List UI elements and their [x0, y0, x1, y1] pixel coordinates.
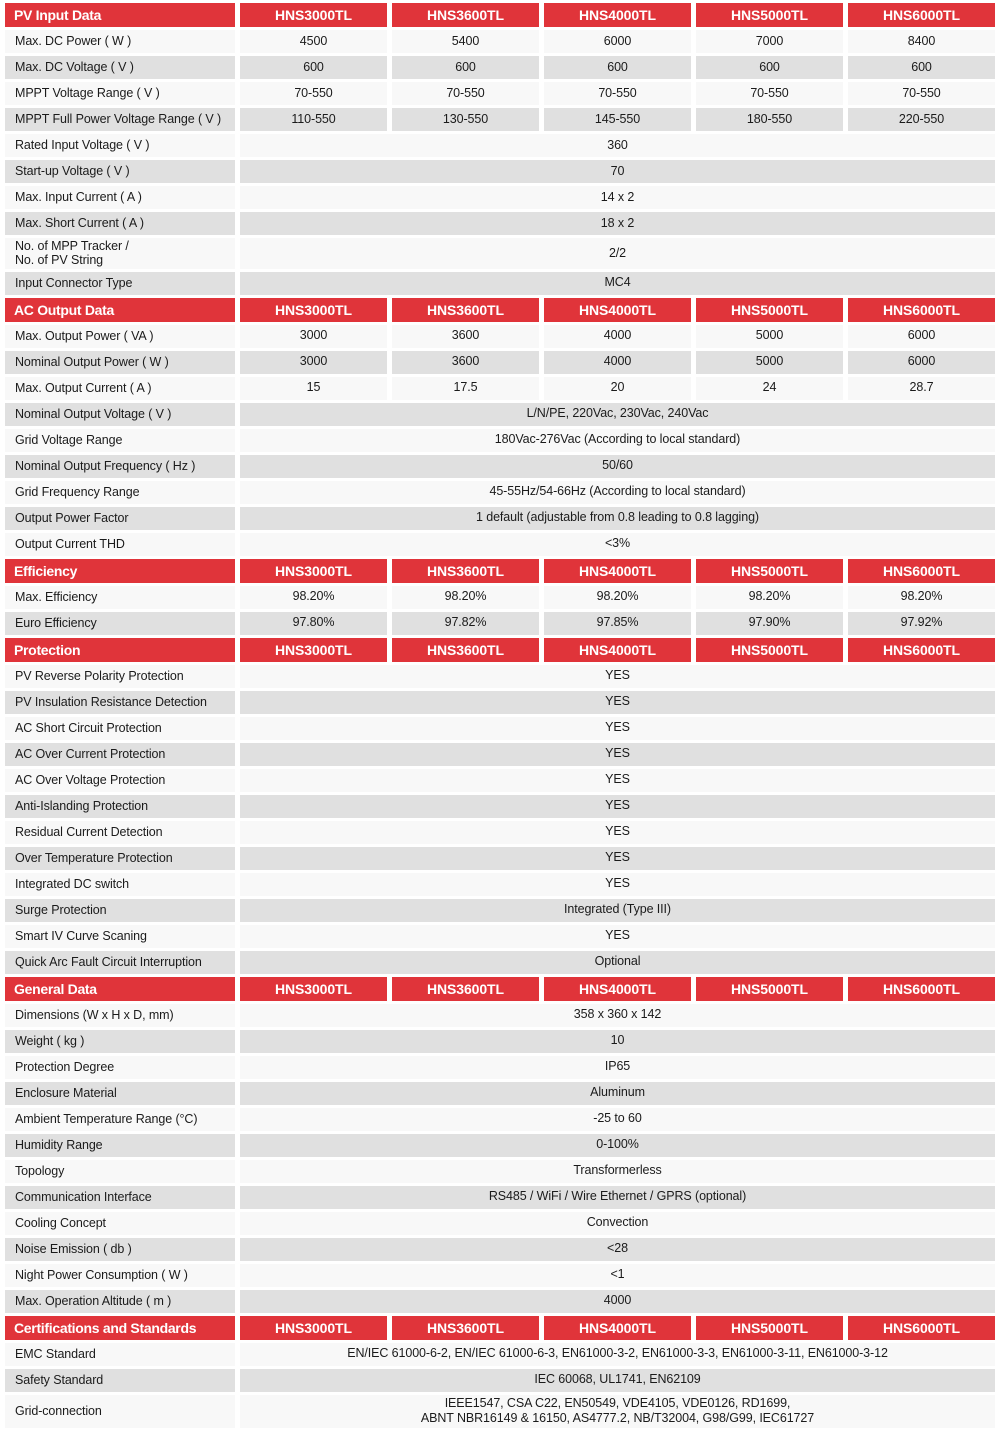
model-column-header: HNS5000TL	[696, 3, 843, 27]
model-column-header: HNS4000TL	[544, 3, 691, 27]
section-title: Protection	[5, 638, 235, 662]
spec-row	[5, 30, 995, 53]
spec-label: Max. DC Voltage ( V )	[5, 56, 235, 79]
spec-value: 24	[696, 377, 843, 400]
spec-value-span: 360	[240, 134, 995, 157]
spec-row	[5, 847, 995, 870]
spec-row	[5, 1004, 995, 1027]
spec-label: Max. Output Current ( A )	[5, 377, 235, 400]
spec-row	[5, 1082, 995, 1105]
spec-label: AC Over Current Protection	[5, 743, 235, 766]
spec-value: 3600	[392, 325, 539, 348]
spec-value: 4000	[544, 351, 691, 374]
spec-value-span: YES	[240, 795, 995, 818]
spec-label: Anti-Islanding Protection	[5, 795, 235, 818]
spec-value: 110-550	[240, 108, 387, 131]
spec-value-span: 2/2	[240, 238, 995, 269]
spec-value-span: -25 to 60	[240, 1108, 995, 1131]
spec-value: 600	[240, 56, 387, 79]
spec-label: Nominal Output Voltage ( V )	[5, 403, 235, 426]
model-column-header: HNS3000TL	[240, 559, 387, 583]
model-column-header: HNS6000TL	[848, 638, 995, 662]
spec-value-span: 14 x 2	[240, 186, 995, 209]
spec-value-span: YES	[240, 821, 995, 844]
spec-value: 70-550	[240, 82, 387, 105]
spec-value: 5000	[696, 351, 843, 374]
spec-row	[5, 1212, 995, 1235]
section-header-row	[5, 3, 995, 27]
spec-value: 98.20%	[696, 586, 843, 609]
spec-row	[5, 795, 995, 818]
spec-value: 600	[392, 56, 539, 79]
spec-row	[5, 1369, 995, 1392]
spec-label: MPPT Voltage Range ( V )	[5, 82, 235, 105]
spec-value: 180-550	[696, 108, 843, 131]
model-column-header: HNS3600TL	[392, 977, 539, 1001]
model-column-header: HNS3000TL	[240, 3, 387, 27]
spec-label: Grid Voltage Range	[5, 429, 235, 452]
spec-row	[5, 1238, 995, 1261]
spec-label: Max. DC Power ( W )	[5, 30, 235, 53]
spec-value-span: YES	[240, 847, 995, 870]
spec-label: Topology	[5, 1160, 235, 1183]
model-column-header: HNS3000TL	[240, 977, 387, 1001]
spec-label: PV Insulation Resistance Detection	[5, 691, 235, 714]
spec-value: 28.7	[848, 377, 995, 400]
spec-value: 98.20%	[544, 586, 691, 609]
spec-value: 4500	[240, 30, 387, 53]
spec-value-span: IP65	[240, 1056, 995, 1079]
text-line: No. of PV String	[15, 253, 104, 268]
model-column-header: HNS4000TL	[544, 638, 691, 662]
spec-label: Integrated DC switch	[5, 873, 235, 896]
spec-value: 97.82%	[392, 612, 539, 635]
text-line: No. of MPP Tracker /	[15, 239, 129, 253]
spec-value-span: EN/IEC 61000-6-2, EN/IEC 61000-6-3, EN61000-3-2, EN61000-3-3, EN61000-3-11, EN61000-3-12	[240, 1343, 995, 1366]
spec-row	[5, 533, 995, 556]
spec-label: Max. Efficiency	[5, 586, 235, 609]
spec-row	[5, 925, 995, 948]
spec-value: 97.92%	[848, 612, 995, 635]
spec-value: 70-550	[544, 82, 691, 105]
spec-value-span: YES	[240, 665, 995, 688]
spec-value-span: <3%	[240, 533, 995, 556]
model-column-header: HNS5000TL	[696, 298, 843, 322]
spec-value: 220-550	[848, 108, 995, 131]
spec-row	[5, 821, 995, 844]
spec-row	[5, 325, 995, 348]
spec-value: 6000	[848, 351, 995, 374]
spec-value: 98.20%	[392, 586, 539, 609]
spec-row	[5, 1134, 995, 1157]
spec-label: Safety Standard	[5, 1369, 235, 1392]
spec-row	[5, 1290, 995, 1313]
spec-row	[5, 899, 995, 922]
spec-value-span: <28	[240, 1238, 995, 1261]
model-column-header: HNS5000TL	[696, 977, 843, 1001]
spec-label: Night Power Consumption ( W )	[5, 1264, 235, 1287]
section-title: Certifications and Standards	[5, 1316, 235, 1340]
spec-row	[5, 56, 995, 79]
spec-row	[5, 691, 995, 714]
spec-value-span: IEC 60068, UL1741, EN62109	[240, 1369, 995, 1392]
spec-value: 8400	[848, 30, 995, 53]
spec-value-span: YES	[240, 743, 995, 766]
spec-row	[5, 1056, 995, 1079]
model-column-header: HNS5000TL	[696, 1316, 843, 1340]
spec-value: 6000	[848, 325, 995, 348]
spec-label: Residual Current Detection	[5, 821, 235, 844]
spec-value-span: YES	[240, 925, 995, 948]
spec-label: Output Current THD	[5, 533, 235, 556]
spec-label: Nominal Output Frequency ( Hz )	[5, 455, 235, 478]
spec-value: 97.85%	[544, 612, 691, 635]
spec-row	[5, 429, 995, 452]
spec-row	[5, 1160, 995, 1183]
spec-label: AC Over Voltage Protection	[5, 769, 235, 792]
spec-value: 15	[240, 377, 387, 400]
spec-value: 600	[848, 56, 995, 79]
spec-label: Weight ( kg )	[5, 1030, 235, 1053]
spec-row	[5, 377, 995, 400]
spec-value: 97.90%	[696, 612, 843, 635]
spec-value: 98.20%	[848, 586, 995, 609]
spec-label: EMC Standard	[5, 1343, 235, 1366]
spec-row	[5, 272, 995, 295]
section-header-row	[5, 298, 995, 322]
spec-value: 70-550	[848, 82, 995, 105]
spec-value-span: 45-55Hz/54-66Hz (According to local standard)	[240, 481, 995, 504]
model-column-header: HNS3600TL	[392, 1316, 539, 1340]
spec-row	[5, 743, 995, 766]
spec-row	[5, 160, 995, 183]
spec-value-span: Integrated (Type III)	[240, 899, 995, 922]
spec-label: Dimensions (W x H x D, mm)	[5, 1004, 235, 1027]
model-column-header: HNS5000TL	[696, 638, 843, 662]
spec-value-span: 180Vac-276Vac (According to local standard)	[240, 429, 995, 452]
spec-row	[5, 212, 995, 235]
section-title: AC Output Data	[5, 298, 235, 322]
spec-value-span: 358 x 360 x 142	[240, 1004, 995, 1027]
spec-label: MPPT Full Power Voltage Range ( V )	[5, 108, 235, 131]
spec-table-body	[5, 3, 995, 1428]
spec-label: Protection Degree	[5, 1056, 235, 1079]
spec-value: 97.80%	[240, 612, 387, 635]
spec-row	[5, 1030, 995, 1053]
spec-row	[5, 455, 995, 478]
spec-row	[5, 238, 995, 269]
spec-value: 98.20%	[240, 586, 387, 609]
spec-value: 3000	[240, 325, 387, 348]
spec-value-span: Convection	[240, 1212, 995, 1235]
spec-row	[5, 717, 995, 740]
spec-value-span: 1 default (adjustable from 0.8 leading to 0.8 lagging)	[240, 507, 995, 530]
model-column-header: HNS3600TL	[392, 298, 539, 322]
spec-row	[5, 1186, 995, 1209]
spec-value-span: 10	[240, 1030, 995, 1053]
spec-value: 70-550	[392, 82, 539, 105]
model-column-header: HNS6000TL	[848, 298, 995, 322]
model-column-header: HNS3600TL	[392, 559, 539, 583]
spec-value: 6000	[544, 30, 691, 53]
text-line: ABNT NBR16149 & 16150, AS4777.2, NB/T32004, G98/G99, IEC61727	[420, 1411, 815, 1426]
spec-row	[5, 612, 995, 635]
spec-row	[5, 665, 995, 688]
spec-value: 17.5	[392, 377, 539, 400]
model-column-header: HNS3600TL	[392, 638, 539, 662]
spec-value-span: L/N/PE, 220Vac, 230Vac, 240Vac	[240, 403, 995, 426]
text-line: IEEE1547, CSA C22, EN50549, VDE4105, VDE0126, RD1699,	[444, 1395, 791, 1410]
spec-label: Input Connector Type	[5, 272, 235, 295]
spec-value: 7000	[696, 30, 843, 53]
spec-label: AC Short Circuit Protection	[5, 717, 235, 740]
spec-value: 5000	[696, 325, 843, 348]
spec-value: 130-550	[392, 108, 539, 131]
spec-value: 4000	[544, 325, 691, 348]
section-header-row	[5, 977, 995, 1001]
spec-value: 600	[696, 56, 843, 79]
spec-label: Surge Protection	[5, 899, 235, 922]
model-column-header: HNS6000TL	[848, 977, 995, 1001]
spec-value-span: Transformerless	[240, 1160, 995, 1183]
spec-label: Start-up Voltage ( V )	[5, 160, 235, 183]
model-column-header: HNS4000TL	[544, 298, 691, 322]
model-column-header: HNS4000TL	[544, 559, 691, 583]
model-column-header: HNS3000TL	[240, 298, 387, 322]
spec-label: Output Power Factor	[5, 507, 235, 530]
model-column-header: HNS3600TL	[392, 3, 539, 27]
model-column-header: HNS6000TL	[848, 559, 995, 583]
spec-label: Euro Efficiency	[5, 612, 235, 635]
spec-label: Ambient Temperature Range (°C)	[5, 1108, 235, 1131]
section-title: Efficiency	[5, 559, 235, 583]
spec-row	[5, 507, 995, 530]
model-column-header: HNS4000TL	[544, 1316, 691, 1340]
spec-label: Max. Operation Altitude ( m )	[5, 1290, 235, 1313]
spec-label: Humidity Range	[5, 1134, 235, 1157]
spec-label: Max. Output Power ( VA )	[5, 325, 235, 348]
spec-label: Communication Interface	[5, 1186, 235, 1209]
model-column-header: HNS6000TL	[848, 1316, 995, 1340]
spec-value-span: 50/60	[240, 455, 995, 478]
spec-label: Cooling Concept	[5, 1212, 235, 1235]
spec-row	[5, 134, 995, 157]
spec-label: Over Temperature Protection	[5, 847, 235, 870]
spec-row	[5, 586, 995, 609]
model-column-header: HNS5000TL	[696, 559, 843, 583]
section-title: PV Input Data	[5, 3, 235, 27]
spec-label: Grid-connection	[5, 1395, 235, 1428]
spec-value-span: 70	[240, 160, 995, 183]
spec-value-span: Aluminum	[240, 1082, 995, 1105]
spec-row	[5, 108, 995, 131]
spec-row	[5, 82, 995, 105]
spec-value-span: YES	[240, 717, 995, 740]
spec-row	[5, 769, 995, 792]
section-header-row	[5, 638, 995, 662]
spec-row	[5, 403, 995, 426]
spec-label: Enclosure Material	[5, 1082, 235, 1105]
spec-row	[5, 186, 995, 209]
section-header-row	[5, 1316, 995, 1340]
spec-value-span: MC4	[240, 272, 995, 295]
model-column-header: HNS3000TL	[240, 638, 387, 662]
spec-value: 5400	[392, 30, 539, 53]
spec-value: 3600	[392, 351, 539, 374]
spec-label: Max. Short Current ( A )	[5, 212, 235, 235]
spec-value-span: Optional	[240, 951, 995, 974]
spec-value: 600	[544, 56, 691, 79]
spec-row	[5, 951, 995, 974]
spec-label: PV Reverse Polarity Protection	[5, 665, 235, 688]
section-header-row	[5, 559, 995, 583]
spec-value: 145-550	[544, 108, 691, 131]
spec-label: Grid Frequency Range	[5, 481, 235, 504]
spec-row	[5, 1395, 995, 1428]
spec-label: Nominal Output Power ( W )	[5, 351, 235, 374]
spec-value: 70-550	[696, 82, 843, 105]
spec-label: Max. Input Current ( A )	[5, 186, 235, 209]
spec-value: 20	[544, 377, 691, 400]
spec-value-span: YES	[240, 769, 995, 792]
spec-label: Noise Emission ( db )	[5, 1238, 235, 1261]
spec-label: Rated Input Voltage ( V )	[5, 134, 235, 157]
spec-value-span: 18 x 2	[240, 212, 995, 235]
spec-label: Quick Arc Fault Circuit Interruption	[5, 951, 235, 974]
model-column-header: HNS4000TL	[544, 977, 691, 1001]
section-title: General Data	[5, 977, 235, 1001]
spec-value-span: YES	[240, 691, 995, 714]
spec-value-span: RS485 / WiFi / Wire Ethernet / GPRS (optional)	[240, 1186, 995, 1209]
spec-value-span: YES	[240, 873, 995, 896]
spec-row	[5, 1264, 995, 1287]
spec-row	[5, 1343, 995, 1366]
spec-label	[5, 238, 235, 269]
spec-row	[5, 1108, 995, 1131]
spec-value: 3000	[240, 351, 387, 374]
spec-value-span: 0-100%	[240, 1134, 995, 1157]
spec-value-span	[240, 1395, 995, 1428]
spec-row	[5, 481, 995, 504]
model-column-header: HNS3000TL	[240, 1316, 387, 1340]
spec-row	[5, 351, 995, 374]
spec-row	[5, 873, 995, 896]
spec-value-span: 4000	[240, 1290, 995, 1313]
spec-label: Smart IV Curve Scaning	[5, 925, 235, 948]
spec-value-span: <1	[240, 1264, 995, 1287]
model-column-header: HNS6000TL	[848, 3, 995, 27]
